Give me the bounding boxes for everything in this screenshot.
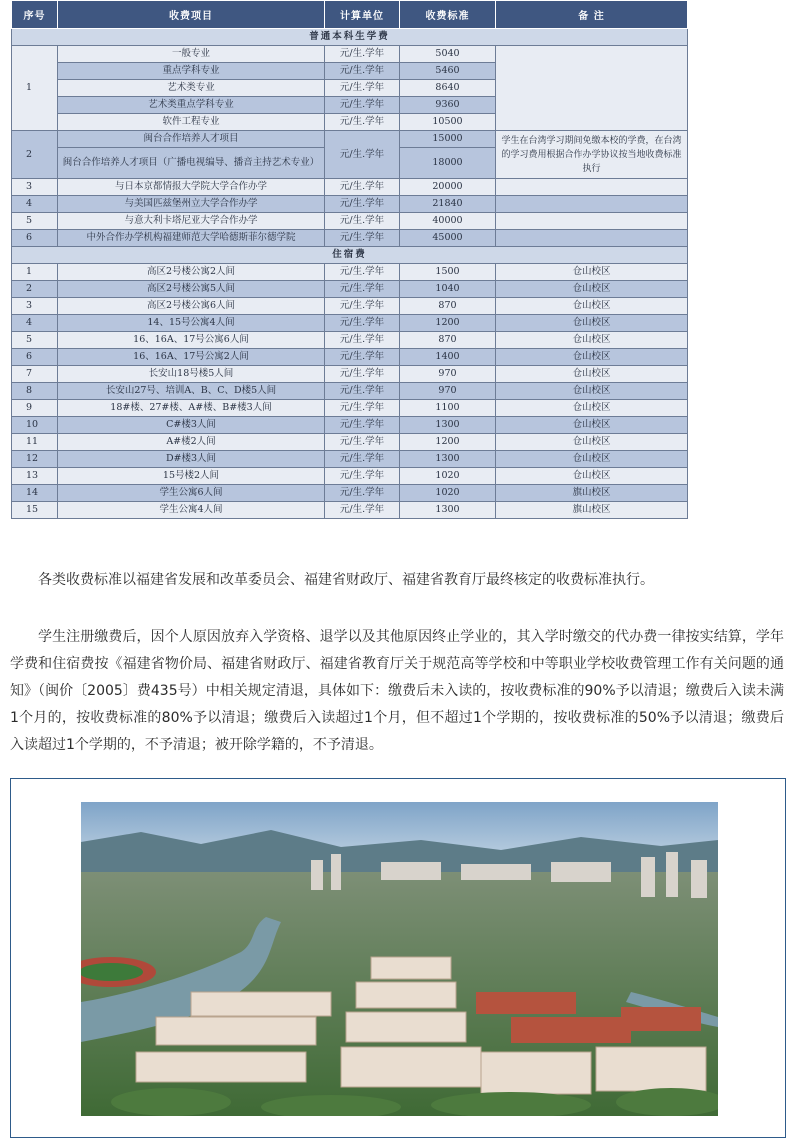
row-unit: 元/生.学年 [325,451,400,468]
row-index: 4 [12,196,58,213]
row-index: 15 [12,502,58,519]
table-row [12,502,688,519]
row-unit: 元/生.学年 [325,502,400,519]
row-unit: 元/生.学年 [325,80,400,97]
table-row [12,213,688,230]
row-item: 学生公寓6人间 [58,485,325,502]
row-item: 闽台合作培养人才项目 [58,131,325,148]
row-unit: 元/生.学年 [325,349,400,366]
row-fee: 1200 [400,434,496,451]
row-index: 12 [12,451,58,468]
row-item: D#楼3人间 [58,451,325,468]
paragraph-refund-policy: 学生注册缴费后，因个人原因放弃入学资格、退学以及其他原因终止学业的，其入学时缴交的代办费一律按实结算，学年学费和住宿费按《福建省物价局、福建省财政厅、福建省教育厅关于规范高等学校和中等职业学校收费管理工作有关问题的通知》（闽价〔2005〕费435号）中相关规定清退，具体如下：缴费后未入读的，按收费标准的90%予以清退；缴费后入读未满1个月的，按收费标准的80%予以清退；缴费后入读超过1个月，但不超过1个学期的，按收费标准的50%予以清退；缴费后入读超过1个学期的，不予清退；被开除学籍的，不予清退。 [10,629,784,753]
row-item: 一般专业 [58,46,325,63]
row-note-empty [496,179,688,196]
row-note-empty [496,230,688,247]
table-row [12,131,688,148]
row-index: 2 [12,281,58,298]
row-item: 学生公寓4人间 [58,502,325,519]
row-note: 仓山校区 [496,400,688,417]
row-item: A#楼2人间 [58,434,325,451]
row-fee: 970 [400,383,496,400]
header-item: 收费项目 [58,1,325,29]
row-unit: 元/生.学年 [325,468,400,485]
row-item: 高区2号楼公寓2人间 [58,264,325,281]
row-fee: 1200 [400,315,496,332]
row-item: 高区2号楼公寓5人间 [58,281,325,298]
table-row [12,264,688,281]
row-fee: 9360 [400,97,496,114]
paragraph-fee-authority: 各类收费标准以福建省发展和改革委员会、福建省财政厅、福建省教育厅最终核定的收费标准执行。 [38,572,654,588]
row-unit: 元/生.学年 [325,400,400,417]
row-fee: 1500 [400,264,496,281]
row-item: C#楼3人间 [58,417,325,434]
photo-frame [10,778,786,1138]
row-unit: 元/生.学年 [325,46,400,63]
row-item: 重点学科专业 [58,63,325,80]
row-item: 18#楼、27#楼、A#楼、B#楼3人间 [58,400,325,417]
row-fee: 1300 [400,502,496,519]
row-fee: 1040 [400,281,496,298]
row-note-empty [496,213,688,230]
section-row-housing [12,247,688,264]
row-item: 16、16A、17号公寓6人间 [58,332,325,349]
row-index: 14 [12,485,58,502]
section-row-tuition [12,29,688,46]
row-index: 1 [12,264,58,281]
row-unit: 元/生.学年 [325,366,400,383]
row-item: 长安山18号楼5人间 [58,366,325,383]
table-row [12,383,688,400]
table-row [12,230,688,247]
table-row [12,349,688,366]
row-unit: 元/生.学年 [325,417,400,434]
housing-rows [12,264,688,519]
table-row [12,400,688,417]
row-unit: 元/生.学年 [325,332,400,349]
row-index: 3 [12,179,58,196]
table-row [12,281,688,298]
row-unit: 元/生.学年 [325,298,400,315]
row-fee: 21840 [400,196,496,213]
row-note-empty [496,46,688,131]
row-note: 仓山校区 [496,298,688,315]
row-fee: 15000 [400,131,496,148]
row-index: 6 [12,349,58,366]
row-unit: 元/生.学年 [325,281,400,298]
row-item: 艺术类重点学科专业 [58,97,325,114]
row-note: 仓山校区 [496,332,688,349]
row-unit: 元/生.学年 [325,63,400,80]
row-note-empty [496,196,688,213]
row-unit: 元/生.学年 [325,383,400,400]
header-fee: 收费标准 [400,1,496,29]
table-row [12,434,688,451]
row-index: 8 [12,383,58,400]
row-fee: 40000 [400,213,496,230]
row-note: 旗山校区 [496,485,688,502]
row-unit: 元/生.学年 [325,315,400,332]
row-fee: 1100 [400,400,496,417]
row-note: 仓山校区 [496,315,688,332]
header-note: 备 注 [496,1,688,29]
row-note: 仓山校区 [496,417,688,434]
row-unit: 元/生.学年 [325,230,400,247]
row-fee: 1300 [400,417,496,434]
table-row [12,179,688,196]
campus-aerial-photo [81,802,718,1116]
row-index: 6 [12,230,58,247]
row-index: 5 [12,332,58,349]
row-index: 3 [12,298,58,315]
row-note: 仓山校区 [496,468,688,485]
table-row [12,332,688,349]
fee-table [11,0,688,519]
row-fee: 1020 [400,468,496,485]
table-row [12,417,688,434]
row-unit: 元/生.学年 [325,213,400,230]
table-row [12,468,688,485]
row-fee: 20000 [400,179,496,196]
row-item: 中外合作办学机构福建师范大学哈德斯菲尔德学院 [58,230,325,247]
row-unit: 元/生.学年 [325,264,400,281]
row-note: 学生在台湾学习期间免缴本校的学费，在台湾的学习费用根据合作办学协议按当地收费标准执行 [496,131,688,179]
row-note: 仓山校区 [496,366,688,383]
row-index: 4 [12,315,58,332]
row-note: 仓山校区 [496,434,688,451]
row-fee: 1020 [400,485,496,502]
header-unit: 计算单位 [325,1,400,29]
row-index: 5 [12,213,58,230]
row-fee: 870 [400,298,496,315]
row-index: 10 [12,417,58,434]
table-row [12,451,688,468]
row-note: 仓山校区 [496,383,688,400]
row-index: 7 [12,366,58,383]
table-row [12,196,688,213]
row-unit: 元/生.学年 [325,131,400,179]
row-item: 艺术类专业 [58,80,325,97]
row-item: 高区2号楼公寓6人间 [58,298,325,315]
row-unit: 元/生.学年 [325,179,400,196]
row-fee: 8640 [400,80,496,97]
row-note: 仓山校区 [496,451,688,468]
row-note: 仓山校区 [496,281,688,298]
row-fee: 1300 [400,451,496,468]
table-row [12,366,688,383]
row-fee: 5040 [400,46,496,63]
row-unit: 元/生.学年 [325,97,400,114]
row-item: 与日本京都情报大学院大学合作办学 [58,179,325,196]
row-fee: 1400 [400,349,496,366]
row-unit: 元/生.学年 [325,485,400,502]
row-unit: 元/生.学年 [325,434,400,451]
row-note: 旗山校区 [496,502,688,519]
table-row [12,298,688,315]
row-note: 仓山校区 [496,264,688,281]
row-unit: 元/生.学年 [325,196,400,213]
row-item: 与意大利卡塔尼亚大学合作办学 [58,213,325,230]
section-title-housing: 住宿费 [12,247,688,264]
row-fee: 870 [400,332,496,349]
row-fee: 45000 [400,230,496,247]
row-unit: 元/生.学年 [325,114,400,131]
row-item: 长安山27号、培训A、B、C、D楼5人间 [58,383,325,400]
row-item: 与美国匹兹堡州立大学合作办学 [58,196,325,213]
row-index: 1 [12,46,58,131]
row-fee: 10500 [400,114,496,131]
table-header-row [12,1,688,29]
table-row [12,46,688,63]
header-index: 序号 [12,1,58,29]
row-note: 仓山校区 [496,349,688,366]
row-fee: 18000 [400,148,496,179]
row-item: 15号楼2人间 [58,468,325,485]
row-index: 9 [12,400,58,417]
row-fee: 5460 [400,63,496,80]
table-row [12,485,688,502]
row-index: 13 [12,468,58,485]
row-index: 2 [12,131,58,179]
row-item: 软件工程专业 [58,114,325,131]
row-item: 14、15号公寓4人间 [58,315,325,332]
table-row [12,315,688,332]
row-index: 11 [12,434,58,451]
section-title-tuition: 普通本科生学费 [12,29,688,46]
row-item: 闽台合作培养人才项目（广播电视编导、播音主持艺术专业） [58,148,325,179]
row-fee: 970 [400,366,496,383]
row-item: 16、16A、17号公寓2人间 [58,349,325,366]
